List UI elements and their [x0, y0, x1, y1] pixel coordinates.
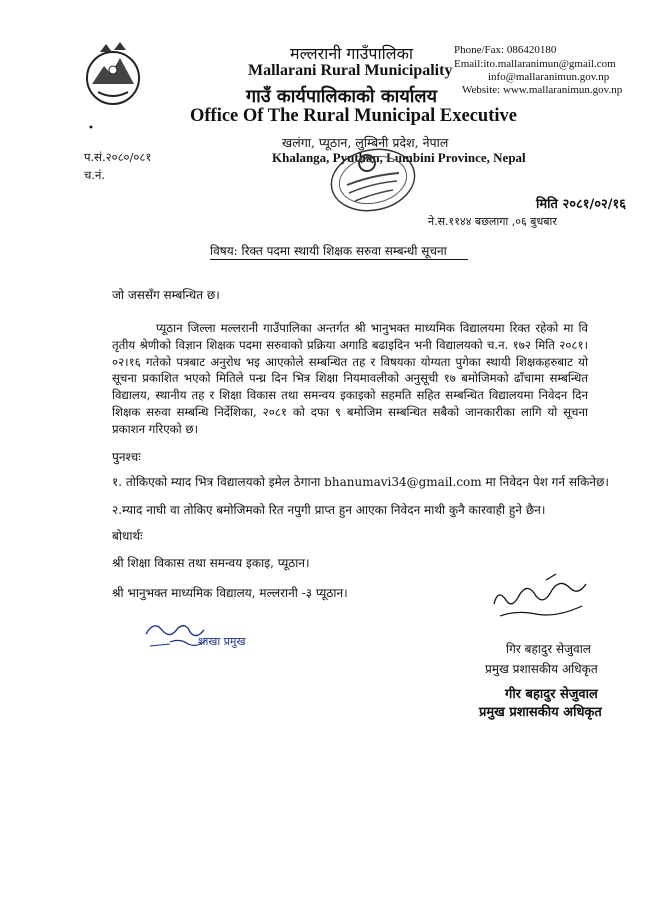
subject-underline	[210, 259, 468, 260]
english-municipality-name: Mallarani Rural Municipality	[248, 62, 453, 79]
english-office-name: Office Of The Rural Municipal Executive	[190, 106, 517, 126]
nepali-address: खलंगा, प्यूठान, लुम्बिनी प्रदेश, नेपाल	[282, 135, 449, 150]
dispatch-number: च.नं.	[84, 168, 105, 182]
contact-email-secondary[interactable]: info@mallaranimun.gov.np	[488, 71, 610, 83]
contact-email-primary[interactable]: Email:ito.mallaranimun@gmail.com	[454, 58, 616, 70]
contact-website[interactable]: Website: www.mallaranimun.gov.np	[462, 84, 623, 96]
officer-title: प्रमुख प्रशासकीय अधिकृत	[485, 662, 598, 676]
nepal-emblem-icon	[78, 40, 148, 110]
nepali-municipality-name: मल्लरानी गाउँपालिका	[290, 44, 414, 63]
cc-label: बोधार्थः	[112, 529, 143, 543]
cc-recipient-1: श्री शिक्षा विकास तथा समन्वय इकाइ, प्यूठान।	[112, 556, 310, 570]
nepal-samvat-date: ने.स.११४४ बछलागा ,०६ बुधबार	[428, 215, 557, 228]
office-seal-icon	[325, 145, 421, 215]
salutation: जो जससँग सम्बन्धित छ।	[112, 288, 220, 302]
nepali-office-name: गाउँ कार्यपालिकाको कार्यालय	[246, 86, 438, 107]
officer-stamp-title: प्रमुख प्रशासकीय अधिकृत	[479, 705, 602, 720]
officer-name: गिर बहादुर सेजुवाल	[506, 642, 591, 656]
note-item-1: १. तोकिएको म्याद भित्र विद्यालयको इमेल ठेगाना bhanumavi34@gmail.com मा निवेदन पेश गर्न सकिनेछ।	[112, 475, 609, 489]
reference-number: प.सं.२०८०/०८१	[84, 150, 152, 164]
officer-stamp-name: गीर बहादुर सेजुवाल	[505, 687, 598, 702]
bullet-mark: •	[88, 123, 94, 134]
contact-phone: Phone/Fax: 086420180	[454, 44, 557, 56]
section-chief-label: शाखा प्रमुख	[198, 635, 246, 648]
letter-date: मिति २०८१/०२/१६	[536, 197, 627, 212]
cc-recipient-2: श्री भानुभक्त माध्यमिक विद्यालय, मल्लरानी -३ प्यूठान।	[112, 586, 348, 600]
postscript-label: पुनश्चः	[112, 450, 141, 464]
english-address: Khalanga, Pyuthan, Lumbini Province, Nepal	[272, 150, 526, 165]
body-paragraph: प्यूठान जिल्ला मल्लरानी गाउँपालिका अन्तर्गत श्री भानुभक्त माध्यमिक विद्यालयमा रिक्त रहेको मा वि तृतीय श्रेणीको विज्ञान शिक्षक पदमा सरुवाको प्रक्रिया अगाडि बढाइदिन भनी विद्यालयको च.न. १७२ मिति २०८१।०२।१६ गतेको पत्रबाट अनुरोध भइ आएकोले सम्बन्धित तह र विषयका योग्यता पुगेका स्थायी शिक्षकहरुबाट यो सूचना प्रकाशित भएको मितिले पन्ध्र दिन भित्र शिक्षा नियमावलीको अनुसूची १७ बमोजिमको ढाँचामा सम्बन्धित विद्यालय, स्थानीय तह र शिक्षा विकास तथा समन्वय इकाइको सहमति सहित सम्बन्धित विद्यालयमा निवेदन दिन शिक्षक सरुवा सम्बन्धि निर्देशिका, २०८१ को दफा ९ बमोजिम सम्बन्धित सबैको जानकारीका लागि यो सूचना प्रकाशन गरिएको छ।	[112, 321, 588, 436]
officer-signature	[486, 570, 596, 625]
note-item-2: २.म्याद नाघी वा तोकिए बमोजिमको रित नपुगी प्राप्त हुन आएका निवेदन माथी कुनै कारवाही हुने छैन।	[112, 503, 546, 517]
letter-subject: विषय: रिक्त पदमा स्थायी शिक्षक सरुवा सम्बन्धी सूचना	[210, 244, 447, 258]
